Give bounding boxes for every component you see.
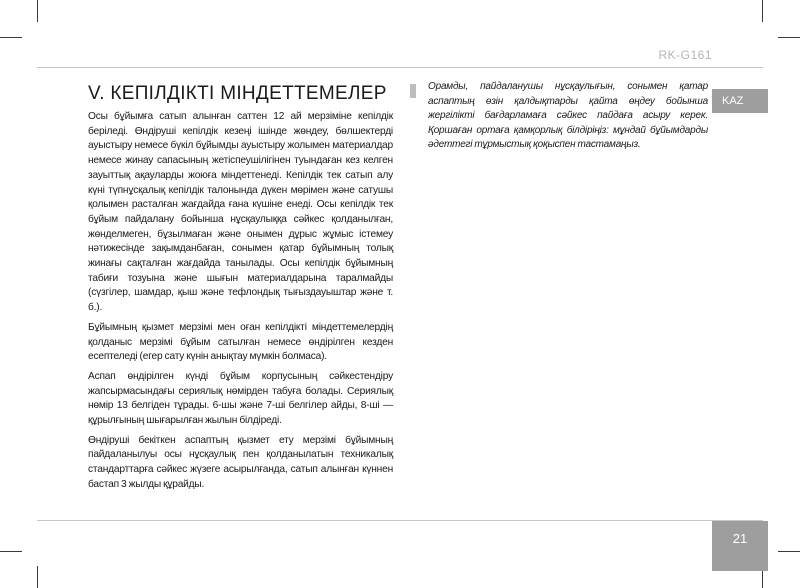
language-tab: KAZ — [712, 89, 768, 113]
header-rule — [37, 67, 763, 68]
crop-mark — [0, 37, 22, 38]
paragraph-service-life: Өндіруші бекіткен аспаптың қызмет ету мерзімі бұйымның пайдаланылуы осы нұсқаулық пен қолданылатын техникалық стандарттарға сәйкес жүзеге асырылғанда, сатып алынған күннен бастап 3 жылды құрайды. — [88, 434, 393, 490]
recycling-note-text: Орамды, пайдаланушы нұсқаулығын, сонымен қатар аспаптың өзін қалдықтарды қайта өңдеу бойынша жергілікті бағдарламаға сәйкес пайдаға асыру керек. Қоршаған ортаға қамқорлық білдіріңіз: мұндай бұйымдарды әдеттегі тұрмыстық қоқыспен тастамаңыз. — [428, 81, 708, 150]
crop-mark — [762, 0, 763, 22]
paragraph-service-life-start: Бұйымның қызмет мерзімі мен оған кепілдікті міндеттемелердің қолданыс мерзімі бұйым сатылған немесе өндірілген кезден есептеледі (егер сату күнін анықтау мүмкін болмаса). — [88, 321, 393, 363]
crop-mark — [778, 551, 800, 552]
warranty-section — [88, 82, 393, 498]
footer-rule — [37, 520, 763, 521]
paragraph-warranty-terms: Осы бұйымға сатып алынған саттен 12 ай мерзіміне кепілдік беріледі. Өндіруші кепілдік кезеңі ішінде жөндеу, бөлшектерді ауыстыру немесе бүкіл бұйымды ауыстыру жолымен материалдар немесе жинау сапасының жетіспеушілігінен туындаған кез келген зауыттық ақауларды жоюға міндеттенеді. Кепілдік тек сатып алу күні түпнұсқалық кепілдік талонында дүкен мөрімен және сатушы қолымен расталған жағдайда ғана күшіне енеді. Осы кепілдік тек бұйым пайдалану бойынша нұсқаулыққа сәйкес қолданылған, жөнделмеген, бұзылмаған және онымен дұрыс жұмыс істемеу нәтижесінде зақымданбаған, сонымен қатар бұйымның толық жинағы сақталған жағдайда танылады. Осы кепілдік бұйымның табиғи тозуына және шығын материалдарына таралмайды (сүзгілер, шамдар, қыш және тефлондық тығыздауыштар және т. б.). — [88, 111, 393, 314]
crop-mark — [0, 551, 22, 552]
model-number: RK-G161 — [658, 48, 712, 62]
recycling-note — [428, 80, 708, 158]
section-title: V. КЕПІЛДІКТІ МІНДЕТТЕМЕЛЕР — [88, 83, 387, 104]
paragraph-serial-number: Аспап өндірілген күнді бұйым корпусының сәйкестендіру жапсырмасындағы сериялық нөмірден табуға болады. Сериялық нөмір 13 белгіден тұрады. 6-шы және 7-ші белгілер айды, 8-ші — құрылғының шығарылған жылын білдіреді. — [88, 370, 393, 427]
crop-mark — [778, 37, 800, 38]
crop-mark — [37, 0, 38, 22]
note-marker — [410, 84, 416, 98]
page-number: 21 — [712, 521, 768, 571]
crop-mark — [37, 566, 38, 588]
